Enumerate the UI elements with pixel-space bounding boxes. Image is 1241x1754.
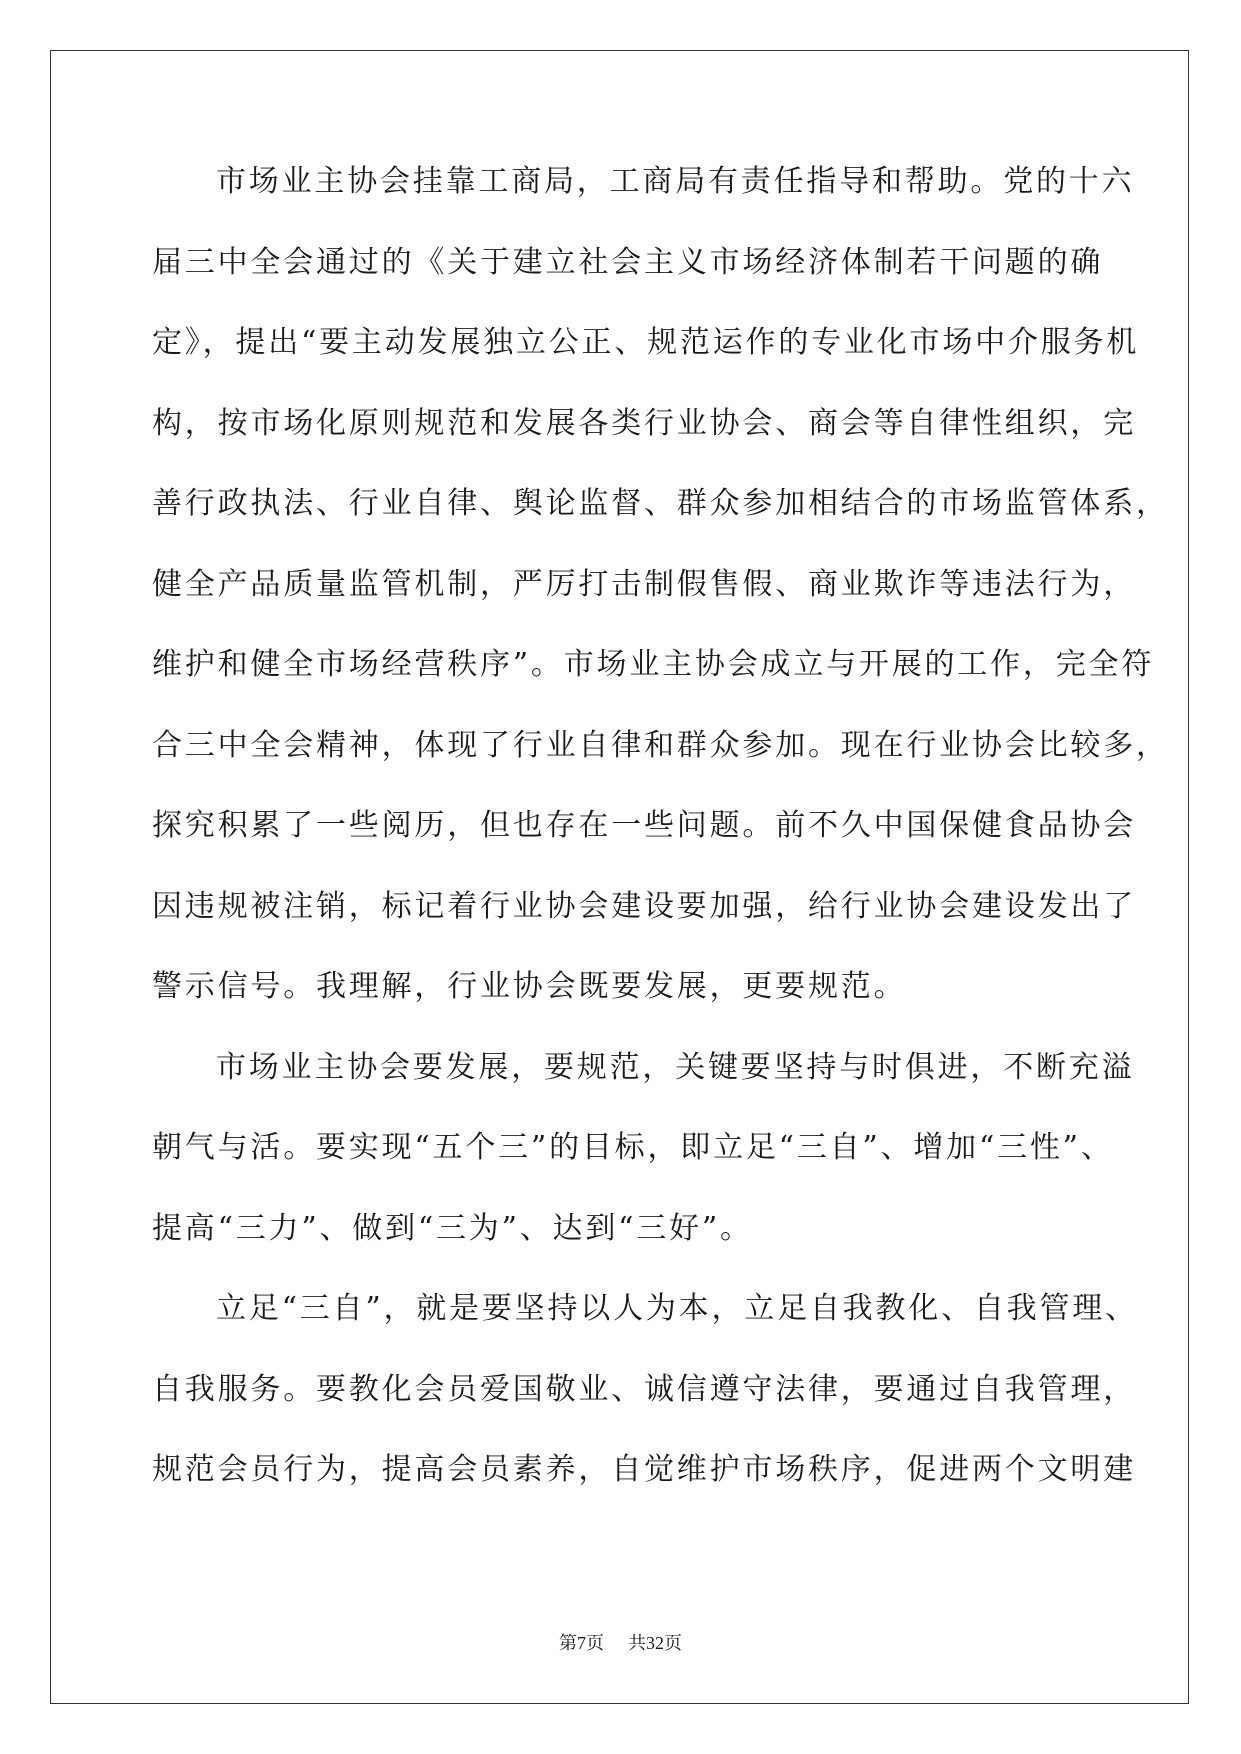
page-footer — [0, 1632, 1241, 1654]
document-body — [152, 160, 1169, 1529]
paragraph-2-line-1: 市场业主协会要发展，要规范，关键要坚持与时俱进，不断充溢 — [216, 1049, 1135, 1085]
page-number: 第7页 — [559, 1633, 604, 1653]
paragraph-3-line-3: 规范会员行为，提高会员素养，自觉维护市场秩序，促进两个文明建 — [152, 1452, 1136, 1487]
paragraph-2-line-3: 提高“三力”、做到“三为”、达到“三好”。 — [152, 1210, 753, 1246]
paragraph-1-line-11: 警示信号。我理解，行业协会既要发展，更要规范。 — [152, 969, 907, 1004]
paragraph-1-line-4: 构，按市场化原则规范和发展各类行业协会、商会等自律性组织，完 — [152, 405, 1136, 441]
paragraph-1-line-2: 届三中全会通过的《关于建立社会主义市场经济体制若干问题的确 — [152, 244, 1104, 280]
paragraph-3-line-2: 自我服务。要教化会员爱国敬业、诚信遵守法律，要通过自我管理， — [152, 1371, 1136, 1407]
paragraph-1-line-10: 因违规被注销，标记着行业协会建设要加强，给行业协会建设发出了 — [152, 888, 1136, 924]
paragraph-1-line-1: 市场业主协会挂靠工商局，工商局有责任指导和帮助。党的十六 — [216, 164, 1135, 199]
paragraph-1-line-9: 探究积累了一些阅历，但也存在一些问题。前不久中国保健食品协会 — [152, 808, 1136, 843]
paragraph-1-line-6: 健全产品质量监管机制，严厉打击制假售假、商业欺诈等违法行为， — [152, 566, 1136, 602]
paragraph-1-line-7: 维护和健全市场经营秩序”。市场业主协会成立与开展的工作，完全符 — [152, 647, 1155, 682]
paragraph-2-line-2: 朝气与活。要实现“五个三”的目标，即立足“三自”、增加“三性”、 — [152, 1130, 1114, 1165]
paragraph-1-line-8: 合三中全会精神，体现了行业自律和群众参加。现在行业协会比较多， — [152, 727, 1169, 763]
paragraph-3-line-1: 立足“三自”，就是要坚持以人为本，立足自我教化、自我管理、 — [216, 1291, 1138, 1326]
paragraph-1-line-5: 善行政执法、行业自律、舆论监督、群众参加相结合的市场监管体系， — [152, 486, 1169, 521]
paragraph-1-line-3: 定》，提出“要主动发展独立公正、规范运作的专业化市场中介服务机 — [152, 325, 1140, 360]
page-total: 共32页 — [628, 1633, 682, 1653]
